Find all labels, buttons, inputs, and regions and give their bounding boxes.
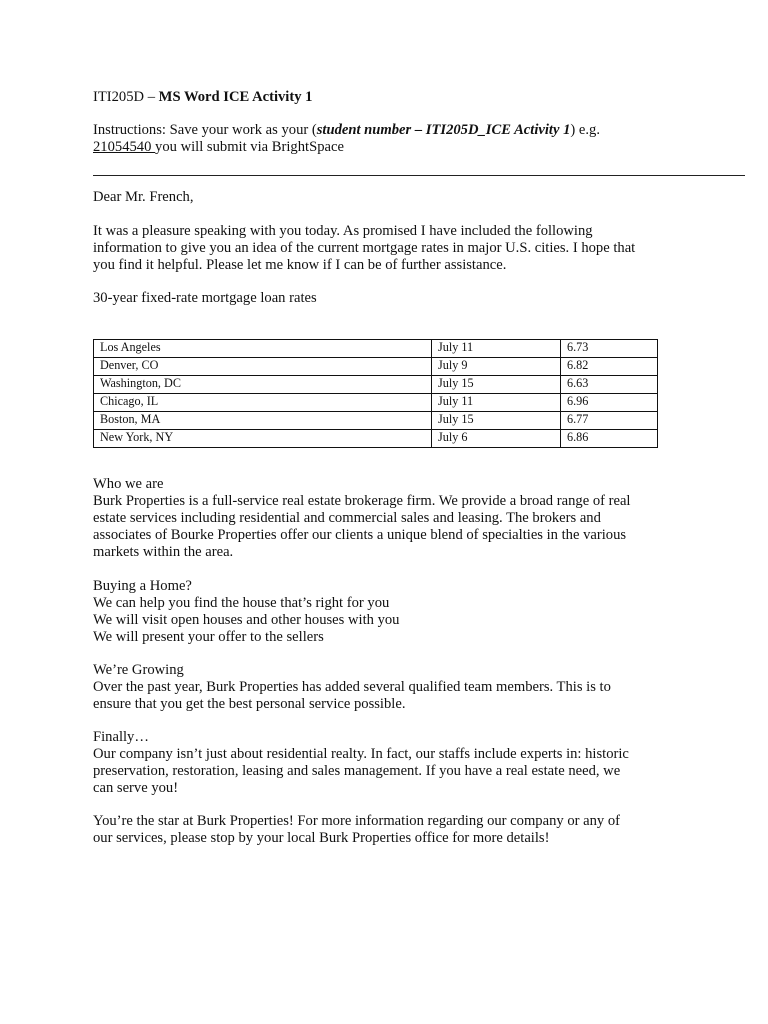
file-name-format: student number – ITI205D_ICE Activity 1 [316,122,571,138]
rate-cell: 6.96 [561,394,658,412]
buying-line-3: We will present your offer to the sellers [93,629,324,645]
intro-line-1: It was a pleasure speaking with you today. As promised I have included the following [93,223,593,239]
intro-line-3: you find it helpful. Please let me know if I can be of further assistance. [93,257,507,273]
example-student-number: 21054540 [93,139,156,155]
table-row [94,340,658,358]
document-title [93,89,312,106]
city-cell: Boston, MA [94,412,432,430]
finally-line-3: can serve you! [93,780,179,796]
growing-line-2: ensure that you get the best personal service possible. [93,696,406,712]
rate-cell: 6.73 [561,340,658,358]
date-cell: July 11 [432,340,561,358]
salutation: Dear Mr. French, [93,189,194,205]
table-row [94,394,658,412]
buying-line-2: We will visit open houses and other houses with you [93,612,400,628]
city-cell: Chicago, IL [94,394,432,412]
table-caption: 30-year fixed-rate mortgage loan rates [93,290,317,306]
date-cell: July 15 [432,412,561,430]
city-cell: Los Angeles [94,340,432,358]
table-row [94,376,658,394]
city-cell: New York, NY [94,430,432,448]
who-we-are-heading: Who we are [93,476,164,492]
course-code: ITI205D [93,89,145,105]
who-line-1: Burk Properties is a full-service real estate brokerage firm. We provide a broad range of real [93,493,631,509]
growing-heading: We’re Growing [93,662,184,678]
rate-cell: 6.86 [561,430,658,448]
table-row [94,430,658,448]
growing-line-1: Over the past year, Burk Properties has added several qualified team members. This is to [93,679,611,695]
rate-cell: 6.82 [561,358,658,376]
finally-heading: Finally… [93,729,149,745]
who-line-3: associates of Bourke Properties offer our clients a unique blend of specialties in the various [93,527,627,543]
buying-heading: Buying a Home? [93,578,192,594]
date-cell: July 15 [432,376,561,394]
intro-line-2: information to give you an idea of the current mortgage rates in major U.S. cities. I hope that [93,240,636,256]
instructions-line-1: Instructions: Save your work as your (student number – ITI205D_ICE Activity 1) e.g. [93,122,600,138]
who-line-2: estate services including residential and commercial sales and leasing. The brokers and [93,510,601,526]
buying-line-1: We can help you find the house that’s right for you [93,595,390,611]
rate-cell: 6.63 [561,376,658,394]
date-cell: July 6 [432,430,561,448]
city-cell: Denver, CO [94,358,432,376]
closing-line-1: You’re the star at Burk Properties! For more information regarding our company or any of [93,813,621,829]
horizontal-divider [93,175,745,176]
date-cell: July 9 [432,358,561,376]
table-row [94,358,658,376]
finally-line-1: Our company isn’t just about residential realty. In fact, our staffs include experts in: historic [93,746,629,762]
rate-cell: 6.77 [561,412,658,430]
finally-line-2: preservation, restoration, leasing and sales management. If you have a real estate need, we [93,763,621,779]
instructions-line-2: 21054540 you will submit via BrightSpace [93,139,344,155]
activity-title: MS Word ICE Activity 1 [158,89,313,105]
date-cell: July 11 [432,394,561,412]
title-dash: – [144,89,159,105]
who-line-4: markets within the area. [93,544,234,560]
closing-line-2: our services, please stop by your local Burk Properties office for more details! [93,830,550,846]
table-row [94,412,658,430]
city-cell: Washington, DC [94,376,432,394]
mortgage-rates-table [93,339,658,448]
